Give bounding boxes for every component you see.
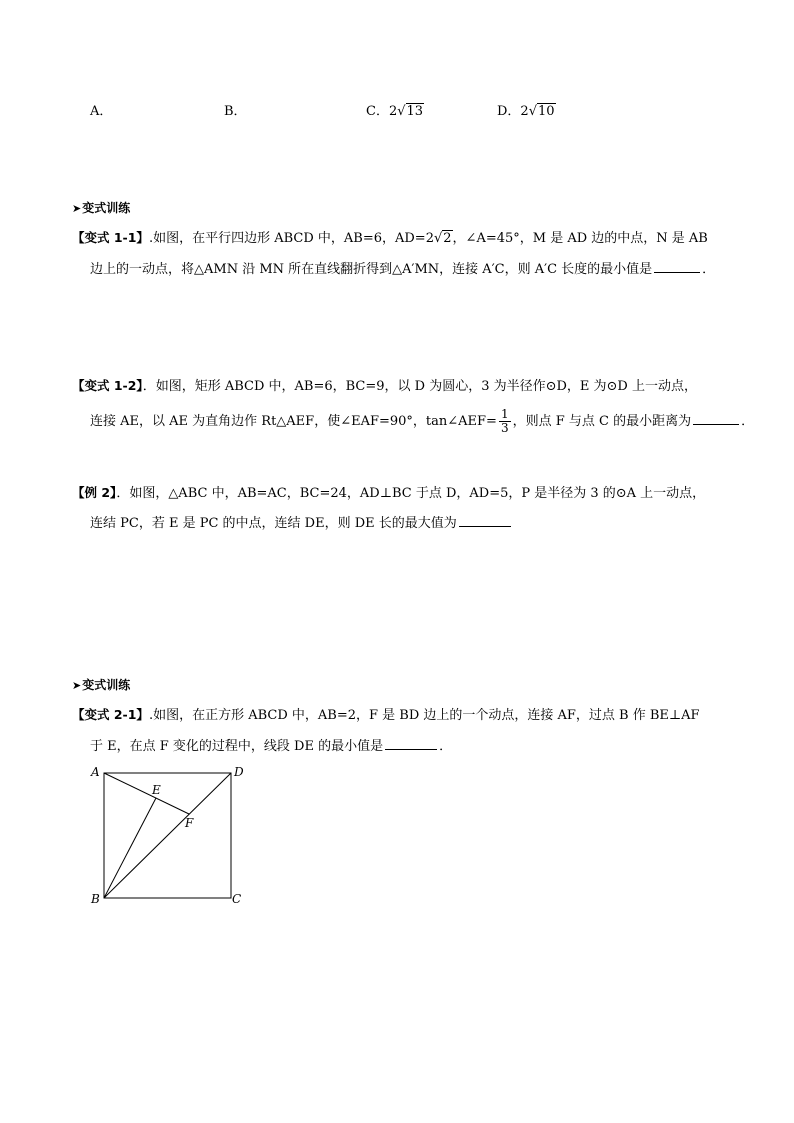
label-e: E (152, 783, 161, 797)
variant-1-1-line-2 (90, 260, 715, 280)
section-title: 变式训练 (82, 201, 131, 215)
option-d-radicand: 10 (538, 104, 555, 119)
question-tag: 【例 2】 (72, 485, 117, 500)
example-2-line-1 (72, 483, 705, 504)
arrow-icon: ➤ (72, 202, 82, 215)
example-2-line-2 (90, 514, 513, 534)
label-f: F (185, 816, 194, 830)
answer-blank[interactable] (654, 260, 700, 273)
variant-1-2-line-1 (72, 376, 697, 397)
arrow-icon: ➤ (72, 679, 82, 692)
question-text: 于 E，在点 F 变化的过程中，线段 DE 的最小值是 (90, 739, 384, 754)
option-a: A． (90, 104, 113, 119)
sqrt-sign: √ (528, 104, 537, 119)
fraction-numerator: 1 (500, 407, 509, 421)
label-d: D (234, 765, 244, 779)
section-title: 变式训练 (82, 678, 131, 692)
label-b: B (91, 892, 100, 906)
question-text: 边上的一动点，将△AMN 沿 MN 所在直线翻折得到△A′MN，连接 A′C，则 A′C 长度的最小值是 (90, 262, 653, 277)
variant-2-1-line-2 (90, 737, 452, 757)
label-c: C (232, 892, 242, 906)
question-tag: 【变式 1-1】 (72, 230, 149, 245)
label-a: A (91, 765, 100, 779)
question-text: ，则点 F 与点 C 的最小距离为 (512, 414, 692, 429)
variant-1-1-line-1 (72, 228, 708, 249)
option-d-prefix: D．2 (497, 104, 529, 119)
punctuation: ． (702, 262, 716, 277)
segment-af (104, 773, 189, 814)
variant-1-2-line-2 (90, 408, 754, 435)
answer-blank[interactable] (459, 514, 511, 527)
section-heading (72, 198, 130, 219)
question-text: .如图，在正方形 ABCD 中，AB=2，F 是 BD 边上的一个动点，连接 AF，过点 B 作 BE⊥AF (148, 708, 700, 723)
option-c-prefix: C．2 (366, 104, 398, 119)
question-text: ，∠A=45°，M 是 AD 边的中点，N 是 AB (452, 231, 708, 246)
fraction-denominator: 3 (500, 421, 509, 435)
option-d (497, 102, 556, 122)
diagonal-bd (104, 773, 231, 898)
sqrt-sign: √ (397, 104, 406, 119)
fraction (499, 408, 511, 435)
option-c (366, 102, 424, 122)
option-b: B． (224, 104, 247, 119)
question-text: ．如图，矩形 ABCD 中，AB=6，BC=9，以 D 为圆心，3 为半径作⊙D，E 为⊙D 上一动点， (142, 379, 697, 394)
question-text: 连接 AE，以 AE 为直角边作 Rt△AEF，使∠EAF=90°，tan∠AEF= (90, 414, 497, 429)
punctuation: ． (439, 739, 453, 754)
question-text: 连结 PC，若 E 是 PC 的中点，连结 DE，则 DE 长的最大值为 (90, 516, 457, 531)
question-tag: 【变式 1-2】 (72, 378, 143, 393)
answer-blank[interactable] (385, 737, 437, 750)
question-text: ．如图，△ABC 中，AB=AC，BC=24，AD⊥BC 于点 D，AD=5，P 是半径为 3 的⊙A 上一动点， (116, 486, 706, 501)
section-heading (72, 675, 130, 696)
option-c-radicand: 13 (406, 104, 424, 119)
question-tag: 【变式 2-1】 (72, 707, 149, 722)
segment-be (104, 798, 156, 898)
question-text: .如图，在平行四边形 ABCD 中，AB=6，AD=2 (148, 231, 434, 246)
variant-2-1-line-1 (72, 705, 700, 726)
answer-blank[interactable] (693, 412, 739, 425)
sqrt-sign: √ (433, 231, 443, 246)
punctuation: ． (741, 414, 755, 429)
radicand: 2 (443, 231, 452, 246)
square-figure (85, 760, 255, 910)
